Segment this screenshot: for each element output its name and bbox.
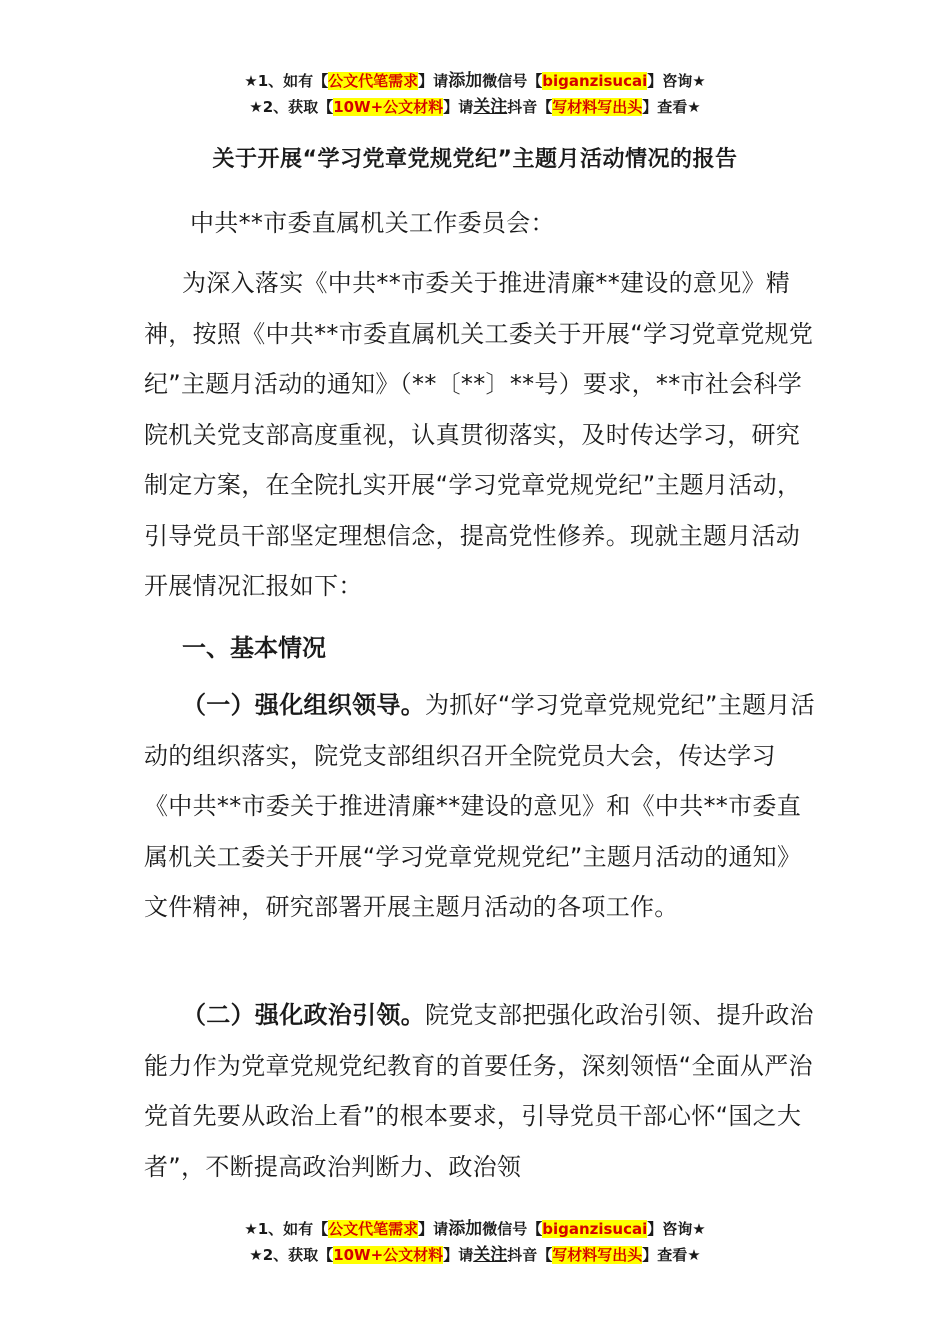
banner-highlight: biganzisucai <box>542 72 648 90</box>
banner-line-2 <box>0 94 950 120</box>
banner-text: 】查看★ <box>642 1246 701 1264</box>
banner-text: 】咨询★ <box>647 72 706 90</box>
banner-text: 抖音【 <box>507 98 553 116</box>
banner-text: ★2、获取【 <box>249 98 334 116</box>
banner-highlight: biganzisucai <box>542 1220 648 1238</box>
intro-text: 为深入落实《中共**市委关于推进清廉**建设的意见》精神，按照《中共**市委直属机关工委关于开展“学习党章党规党纪”主题月活动的通知》（**〔**〕**号）要求，**市社会科学院机关党支部高度重视，认真贯彻落实，及时传达学习，研究制定方案，在全院扎实开展“学习党章党规党纪”主题月活动，引导党员干部坚定理想信念，提高党性修养。现就主题月活动开展情况汇报如下： <box>144 269 814 600</box>
banner-line-1 <box>0 1216 950 1242</box>
banner-line-1 <box>0 68 950 94</box>
banner-text: 】请 <box>418 72 449 90</box>
banner-line-2 <box>0 1242 950 1268</box>
promo-banner-bottom <box>0 1216 950 1268</box>
section-heading: 一、基本情况 <box>182 634 326 662</box>
banner-text: 微信号【 <box>482 72 543 90</box>
banner-emphasis: 添加 <box>448 1219 483 1239</box>
intro-paragraph <box>144 258 824 612</box>
banner-highlight: 公文代笔需求 <box>328 72 419 90</box>
banner-emphasis: 关注 <box>473 97 508 117</box>
banner-highlight: 写材料写出头 <box>552 98 643 116</box>
banner-text: 抖音【 <box>507 1246 553 1264</box>
banner-text: ★1、如有【 <box>244 1220 329 1238</box>
banner-text: 微信号【 <box>482 1220 543 1238</box>
section-2-lead: （二）强化政治引领。 <box>182 1001 425 1029</box>
section-1-lead: （一）强化组织领导。 <box>182 691 425 719</box>
section-1-text: 为抓好“学习党章党规党纪”主题月活动的组织落实，院党支部组织召开全院党员大会，传达学习《中共**市委关于推进清廉**建设的意见》和《中共**市委直属机关工委关于开展“学习党章党规党纪”主题月活动的通知》文件精神，研究部署开展主题月活动的各项工作。 <box>144 691 815 921</box>
section-2-text: 院党支部把强化政治引领、提升政治能力作为党章党规党纪教育的首要任务，深刻领悟“全面从严治党首先要从政治上看”的根本要求，引导党员干部心怀“国之大者”，不断提高政治判断力、政治领 <box>144 1001 814 1181</box>
banner-text: 】咨询★ <box>647 1220 706 1238</box>
banner-text: 】查看★ <box>642 98 701 116</box>
section-2-paragraph <box>144 990 824 1192</box>
banner-text: 】请 <box>418 1220 449 1238</box>
banner-text: ★2、获取【 <box>249 1246 334 1264</box>
banner-text: ★1、如有【 <box>244 72 329 90</box>
section-1-paragraph <box>144 680 824 933</box>
banner-text: 】请 <box>443 98 474 116</box>
banner-highlight: 写材料写出头 <box>552 1246 643 1264</box>
banner-highlight: 10W+公文材料 <box>333 98 444 116</box>
banner-emphasis: 关注 <box>473 1245 508 1265</box>
promo-banner-top <box>0 68 950 120</box>
document-title: 关于开展“学习党章党规党纪”主题月活动情况的报告 <box>212 147 738 172</box>
banner-text: 】请 <box>443 1246 474 1264</box>
banner-highlight: 公文代笔需求 <box>328 1220 419 1238</box>
banner-highlight: 10W+公文材料 <box>333 1246 444 1264</box>
banner-emphasis: 添加 <box>448 71 483 91</box>
salutation: 中共**市委直属机关工作委员会： <box>190 209 555 237</box>
